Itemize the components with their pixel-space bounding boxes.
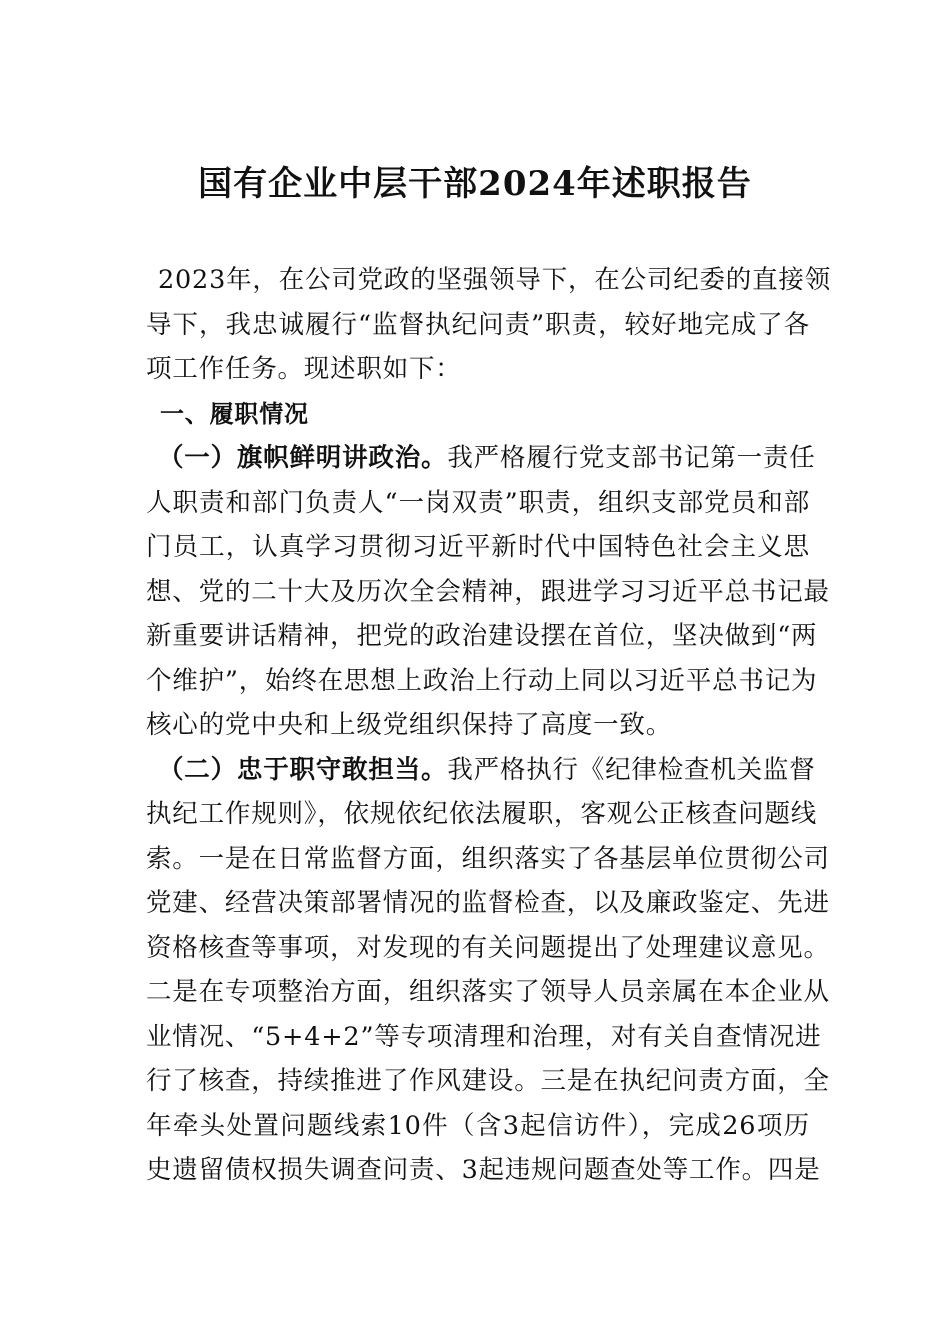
paragraph-lead: （二）忠于职守敢担当。 — [158, 754, 448, 785]
paragraph-line: 想、党的二十大及历次全会精神，跟进学习习近平总书记最 — [146, 576, 830, 607]
paragraph-line: 新重要讲话精神，把党的政治建设摆在首位，坚决做到“两 — [146, 621, 818, 651]
paragraph-line: 二是在专项整治方面，组织落实了领导人员亲属在本企业从 — [146, 977, 830, 1007]
document-body — [146, 258, 831, 1193]
paragraph-line: 行了核查，持续推进了作风建设。三是在执纪问责方面，全 — [146, 1066, 830, 1096]
paragraph-line: 核心的党中央和上级党组织保持了高度一致。 — [146, 710, 673, 740]
paragraph-line: 执纪工作规则》，依规依纪依法履职，客观公正核查问题线 — [146, 799, 818, 829]
paragraph-line: 门员工，认真学习贯彻习近平新时代中国特色社会主义思 — [146, 532, 810, 562]
paragraph-line: 索。一是在日常监督方面，组织落实了各基层单位贯彻公司 — [146, 843, 830, 874]
paragraph-line: 史遗留债权损失调查问责、3起违规问题查处等工作。四是 — [146, 1155, 821, 1185]
paragraph-line: 年牵头处置问题线索10件（含3起信访件），完成26项历 — [146, 1110, 810, 1141]
paragraph-text: 我严格执行《纪律检查机关监督 — [447, 754, 816, 785]
paragraph-line — [146, 748, 816, 793]
page-title: 国有企业中层干部2024年述职报告 — [198, 164, 752, 204]
paragraph-line: 党建、经营决策部署情况的监督检查，以及廉政鉴定、先进 — [146, 888, 830, 918]
paragraph-text: 我严格履行党支部书记第一责任 — [447, 443, 816, 473]
paragraph-line: 资格核查等事项，对发现的有关问题提出了处理建议意见。 — [146, 932, 830, 963]
paragraph-line: 人职责和部门负责人“一岗双责”职责，组织支部党员和部 — [146, 487, 810, 518]
intro-line: 导下，我忠诚履行“监督执纪问责”职责，较好地完成了各 — [146, 309, 810, 340]
paragraph-line: 业情况、“5+4+2”等专项清理和治理，对有关自查情况进 — [146, 1021, 822, 1052]
intro-line: 项工作任务。现述职如下： — [146, 354, 462, 384]
paragraph-line: 个维护”，始终在思想上政治上行动上同以习近平总书记为 — [146, 665, 818, 696]
intro-line: 2023年，在公司党政的坚强领导下，在公司纪委的直接领 — [158, 265, 831, 295]
paragraph-lead: （一）旗帜鲜明讲政治。 — [158, 443, 448, 473]
paragraph-line — [146, 436, 816, 481]
section-heading: 一、履职情况 — [160, 399, 309, 428]
